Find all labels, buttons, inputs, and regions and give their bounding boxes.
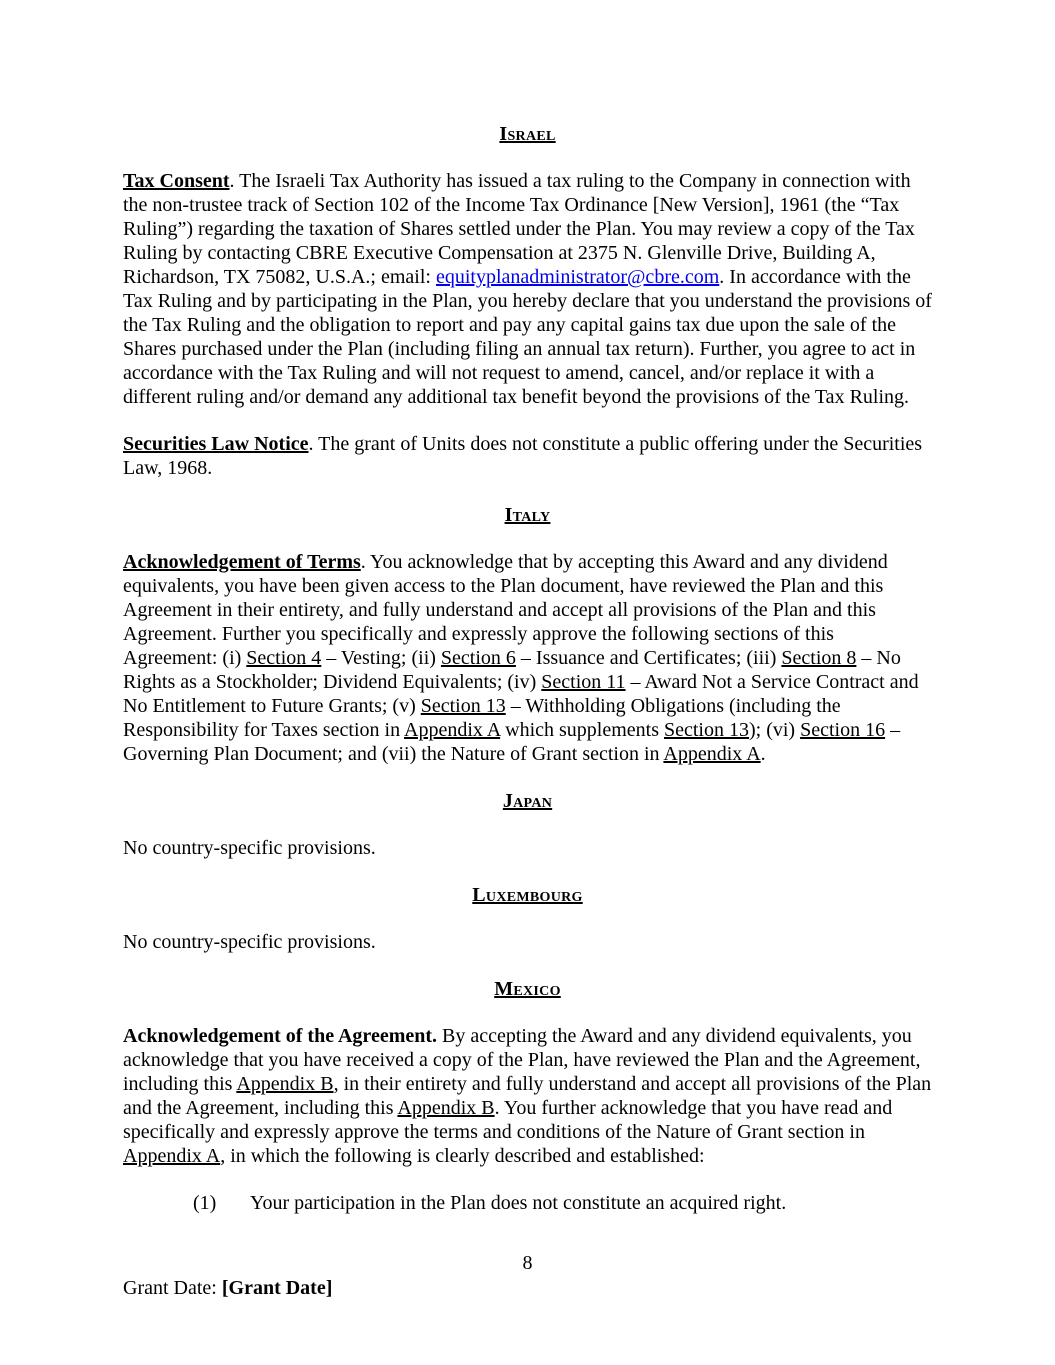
list-item-1 — [123, 1191, 932, 1215]
section-heading-luxembourg-text: Luxembourg — [472, 884, 583, 906]
section-heading-mexico-text: Mexico — [494, 978, 561, 1000]
text-segment: – Vesting; (ii) — [321, 647, 441, 669]
section-heading-italy-text: Italy — [504, 504, 551, 526]
section-heading-israel — [123, 122, 932, 146]
paragraph-luxembourg-no-provisions: No country-specific provisions. — [123, 931, 376, 953]
email-link[interactable]: equityplanadministrator@cbre.com — [435, 266, 720, 288]
section-heading-luxembourg — [123, 883, 932, 907]
acknowledgement-of-agreement-label: Acknowledgement of the Agreement. — [123, 1025, 438, 1047]
paragraph-acknowledgement-of-terms — [123, 550, 932, 766]
text-segment: ); (vi) — [749, 719, 801, 741]
appendix-a-ref: Appendix A — [404, 719, 501, 741]
section-heading-japan — [123, 789, 932, 813]
text-segment: . The Israeli Tax Authority has issued a tax ruling to the Company in connection with the non-trustee track of Section 102 of the Income Tax Ordinance [New Version], 1961 (the “Tax Ruling”) regarding the taxation of Shares settled under the Plan. You may review a copy of the Tax Ruling by contacting CBRE Executive Compensation at 2375 N. Glenville Drive, Building A, Richardson, TX 75082, U.S.A.; email: — [123, 170, 915, 288]
appendix-a-ref: Appendix A — [663, 743, 761, 765]
section-11-ref: Section 11 — [541, 671, 626, 693]
section-13-ref: Section 13 — [664, 719, 749, 741]
section-4-ref: Section 4 — [246, 647, 322, 669]
text-segment: . You further acknowledge that you have read and specifically and expressly approve the terms and conditions of the Nature of Grant section in — [123, 1097, 893, 1143]
paragraph-securities-law-notice — [123, 432, 932, 480]
list-item-1-text: Your participation in the Plan does not constitute an acquired right. — [250, 1192, 787, 1214]
text-segment: . You acknowledge that by accepting this Award and any dividend equivalents, you have been given access to the Plan document, have reviewed the Plan and this Agreement in their entirety, and fully understand and accept all provisions of the Plan and this Agreement. Further you specifically and expressly approve the following sections of this Agreement: (i) — [123, 551, 888, 669]
section-heading-japan-text: Japan — [502, 790, 553, 812]
section-16-ref: Section 16 — [800, 719, 886, 741]
text-segment: . In accordance with the Tax Ruling and by participating in the Plan, you hereby declare that you understand the provisions of the Tax Ruling and the obligation to report and pay any capital gains tax due upon the sale of the Shares purchased under the Plan (including filing an annual tax return). Further, you agree to act in accordance with the Tax Ruling and will not request to amend, cancel, and/or replace it with a different ruling and/or demand any additional tax benefit beyond the provisions of the Tax Ruling. — [123, 266, 932, 408]
text-segment: – No Rights as a Stockholder; Dividend Equivalents; (iv) — [123, 647, 901, 693]
appendix-b-ref: Appendix B — [397, 1097, 495, 1119]
section-heading-italy — [123, 503, 932, 527]
appendix-a-ref: Appendix A — [123, 1145, 221, 1167]
tax-consent-label: Tax Consent — [123, 170, 230, 192]
securities-law-notice-label: Securities Law Notice — [123, 433, 309, 455]
section-13-ref: Section 13 — [420, 695, 506, 717]
grant-date-label: Grant Date: — [123, 1277, 222, 1299]
text-segment: . — [760, 743, 766, 765]
text-segment: – Issuance and Certificates; (iii) — [515, 647, 782, 669]
text-segment: – Withholding Obligations (including the Responsibility for Taxes section in — [123, 695, 841, 741]
section-8-ref: Section 8 — [781, 647, 857, 669]
paragraph-japan-no-provisions: No country-specific provisions. — [123, 837, 376, 859]
text-segment: , in which the following is clearly described and established: — [220, 1145, 705, 1167]
text-segment: – Governing Plan Document; and (vii) the Nature of Grant section in — [123, 719, 901, 765]
list-item-1-number: (1) — [193, 1192, 217, 1214]
text-segment: By accepting the Award and any dividend equivalents, you acknowledge that you have received a copy of the Plan, have reviewed the Plan and the Agreement, including this — [123, 1025, 921, 1095]
acknowledgement-of-terms-label: Acknowledgement of Terms — [123, 551, 361, 573]
grant-date-value: [Grant Date] — [221, 1277, 333, 1299]
paragraph-acknowledgement-of-agreement — [123, 1024, 932, 1168]
section-heading-israel-text: Israel — [499, 123, 556, 145]
section-heading-mexico — [123, 977, 932, 1001]
section-6-ref: Section 6 — [440, 647, 516, 669]
paragraph-tax-consent — [123, 169, 932, 409]
text-segment: – Award Not a Service Contract and No Entitlement to Future Grants; (v) — [123, 671, 919, 717]
appendix-b-ref: Appendix B — [236, 1073, 334, 1095]
text-segment: . The grant of Units does not constitute a public offering under the Securities Law, 1968. — [123, 433, 923, 479]
grant-date-line — [123, 1276, 332, 1300]
text-segment: which supplements — [500, 719, 664, 741]
page-number: 8 — [522, 1252, 533, 1274]
text-segment: , in their entirety and fully understand and accept all provisions of the Plan and the Agreement, including this — [123, 1073, 932, 1119]
